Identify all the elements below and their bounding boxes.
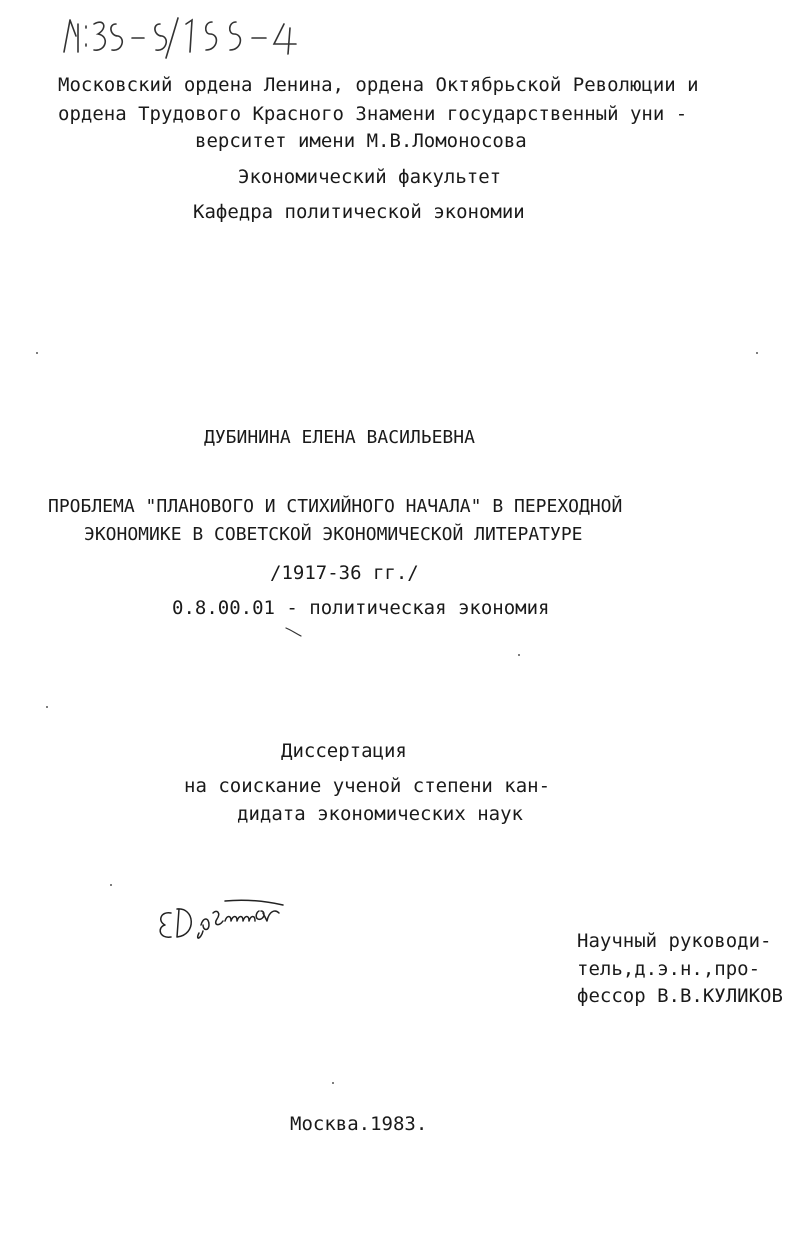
scan-speck [332,1082,334,1084]
department: Кафедра политической экономии [193,201,525,223]
scan-speck [36,352,38,354]
scan-speck [46,706,48,708]
dissertation-line-3: дидата экономических наук [237,803,523,825]
scan-speck [110,884,112,886]
supervisor-line-2: тель,д.э.н.,про- [577,958,761,980]
scan-speck [518,654,520,656]
university-line-2: ордена Трудового Красного Знамени государственный уни - [58,103,688,125]
stray-pen-mark [285,626,305,638]
dissertation-heading: Диссертация [281,740,407,762]
scan-speck [756,352,758,354]
university-line-3: верситет имени М.В.Ломоносова [195,130,527,152]
faculty: Экономический факультет [238,166,502,188]
title-line-1: ПРОБЛЕМА "ПЛАНОВОГО И СТИХИЙНОГО НАЧАЛА" В ПЕРЕХОДНОЙ [48,496,623,517]
title-years: /1917-36 гг./ [270,562,419,584]
author-name: ДУБИНИНА ЕЛЕНА ВАСИЛЬЕВНА [204,427,475,448]
author-signature [155,895,290,945]
title-line-2: ЭКОНОМИКЕ В СОВЕТСКОЙ ЭКОНОМИЧЕСКОЙ ЛИТЕРАТУРЕ [84,524,583,545]
supervisor-line-1: Научный руководи- [577,930,772,952]
city-year: Москва.1983. [290,1113,428,1135]
archive-handwritten-mark [60,14,320,60]
specialty-code: 0.8.00.01 - политическая экономия [172,597,550,619]
dissertation-line-2: на соискание ученой степени кан- [184,775,551,797]
supervisor-line-3: фессор В.В.КУЛИКОВ [577,985,783,1007]
university-line-1: Московский ордена Ленина, ордена Октябрьской Революции и [58,74,699,96]
